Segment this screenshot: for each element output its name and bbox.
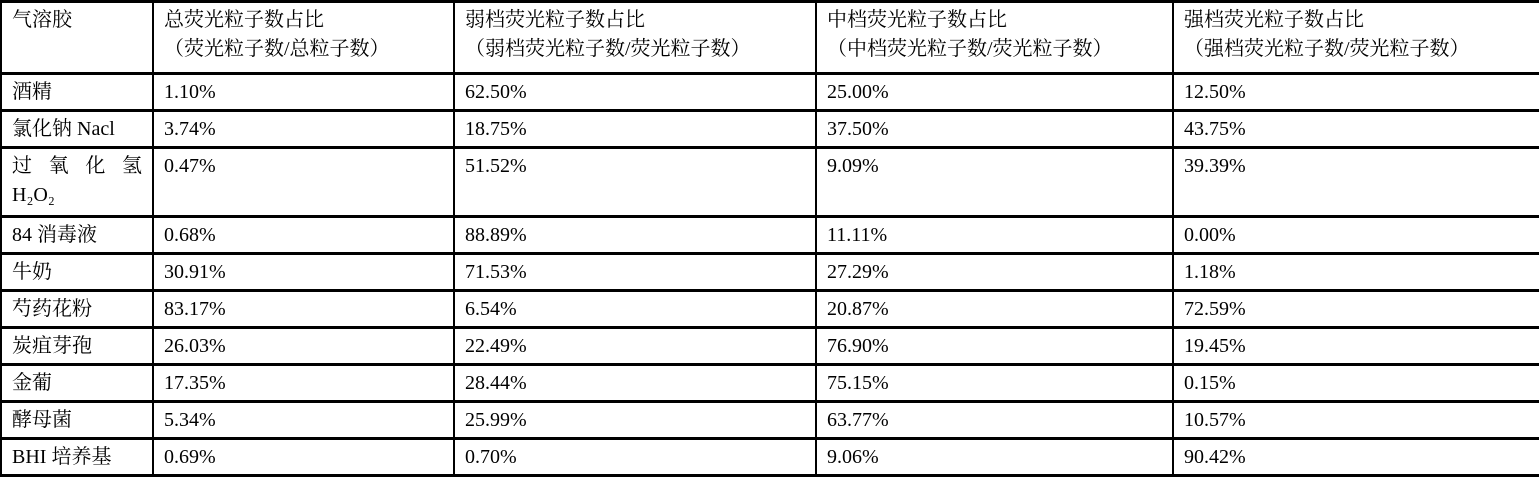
cell-strong-ratio: 0.15%: [1173, 365, 1539, 402]
header-line: 弱档荧光粒子数占比: [465, 9, 645, 31]
cell-mid-ratio: 76.90%: [816, 328, 1173, 365]
cell-mid-ratio: 27.29%: [816, 254, 1173, 291]
col-header-mid-band-ratio: [816, 2, 1173, 74]
table-row: [1, 328, 1539, 365]
cell-aerosol: [1, 365, 153, 402]
aerosol-name: 过氧化氢: [12, 155, 142, 177]
cell-weak-ratio: 62.50%: [454, 74, 816, 111]
aerosol-name: 酒精: [12, 81, 52, 103]
cell-mid-ratio: 11.11%: [816, 217, 1173, 254]
cell-weak-ratio: 25.99%: [454, 402, 816, 439]
cell-mid-ratio: 9.06%: [816, 439, 1173, 476]
cell-mid-ratio: 20.87%: [816, 291, 1173, 328]
cell-strong-ratio: 12.50%: [1173, 74, 1539, 111]
cell-mid-ratio: 37.50%: [816, 111, 1173, 148]
cell-strong-ratio: 19.45%: [1173, 328, 1539, 365]
aerosol-name: 氯化钠 Nacl: [12, 118, 115, 140]
aerosol-name: 金葡: [12, 372, 52, 394]
cell-aerosol: [1, 217, 153, 254]
cell-mid-ratio: 9.09%: [816, 148, 1173, 217]
table-row: [1, 365, 1539, 402]
cell-aerosol: [1, 74, 153, 111]
aerosol-name: 牛奶: [12, 261, 52, 283]
table-row: [1, 111, 1539, 148]
header-line: 中档荧光粒子数占比: [827, 9, 1007, 31]
header-line: 总荧光粒子数占比: [164, 9, 324, 31]
cell-aerosol: [1, 328, 153, 365]
table-row: [1, 217, 1539, 254]
aerosol-name: 酵母菌: [12, 409, 72, 431]
cell-strong-ratio: 39.39%: [1173, 148, 1539, 217]
aerosol-name: 84 消毒液: [12, 224, 97, 246]
cell-strong-ratio: 43.75%: [1173, 111, 1539, 148]
table-row: [1, 291, 1539, 328]
cell-aerosol: [1, 254, 153, 291]
cell-total-ratio: 0.68%: [153, 217, 454, 254]
table-row: [1, 254, 1539, 291]
cell-aerosol: [1, 111, 153, 148]
aerosol-name: 芍药花粉: [12, 298, 92, 320]
cell-aerosol: [1, 402, 153, 439]
header-subline: （中档荧光粒子数/荧光粒子数）: [827, 38, 1113, 60]
cell-total-ratio: 3.74%: [153, 111, 454, 148]
col-header-aerosol: [1, 2, 153, 74]
header-subline: （强档荧光粒子数/荧光粒子数）: [1184, 38, 1470, 60]
aerosol-formula: H₂O₂: [12, 184, 55, 206]
table-row: [1, 148, 1539, 217]
cell-weak-ratio: 88.89%: [454, 217, 816, 254]
header-row: [1, 2, 1539, 74]
cell-aerosol: [1, 148, 153, 217]
cell-total-ratio: 0.47%: [153, 148, 454, 217]
aerosol-name: BHI 培养基: [12, 446, 112, 468]
cell-strong-ratio: 0.00%: [1173, 217, 1539, 254]
table-row: [1, 74, 1539, 111]
aerosol-name: 炭疽芽孢: [12, 335, 92, 357]
cell-total-ratio: 30.91%: [153, 254, 454, 291]
cell-strong-ratio: 10.57%: [1173, 402, 1539, 439]
cell-weak-ratio: 71.53%: [454, 254, 816, 291]
cell-total-ratio: 83.17%: [153, 291, 454, 328]
header-line: 气溶胶: [12, 9, 72, 31]
cell-total-ratio: 5.34%: [153, 402, 454, 439]
cell-strong-ratio: 1.18%: [1173, 254, 1539, 291]
cell-total-ratio: 0.69%: [153, 439, 454, 476]
cell-total-ratio: 1.10%: [153, 74, 454, 111]
cell-weak-ratio: 22.49%: [454, 328, 816, 365]
cell-weak-ratio: 28.44%: [454, 365, 816, 402]
header-line: 强档荧光粒子数占比: [1184, 9, 1364, 31]
table-row: [1, 402, 1539, 439]
cell-mid-ratio: 63.77%: [816, 402, 1173, 439]
cell-aerosol: [1, 291, 153, 328]
cell-mid-ratio: 75.15%: [816, 365, 1173, 402]
cell-weak-ratio: 18.75%: [454, 111, 816, 148]
col-header-weak-band-ratio: [454, 2, 816, 74]
cell-total-ratio: 17.35%: [153, 365, 454, 402]
col-header-total-fluorescent-ratio: [153, 2, 454, 74]
cell-strong-ratio: 72.59%: [1173, 291, 1539, 328]
cell-mid-ratio: 25.00%: [816, 74, 1173, 111]
header-subline: （弱档荧光粒子数/荧光粒子数）: [465, 38, 751, 60]
cell-aerosol: [1, 439, 153, 476]
cell-weak-ratio: 51.52%: [454, 148, 816, 217]
col-header-strong-band-ratio: [1173, 2, 1539, 74]
cell-strong-ratio: 90.42%: [1173, 439, 1539, 476]
cell-weak-ratio: 0.70%: [454, 439, 816, 476]
header-subline: （荧光粒子数/总粒子数）: [164, 38, 390, 60]
cell-weak-ratio: 6.54%: [454, 291, 816, 328]
table-row: [1, 439, 1539, 476]
cell-total-ratio: 26.03%: [153, 328, 454, 365]
